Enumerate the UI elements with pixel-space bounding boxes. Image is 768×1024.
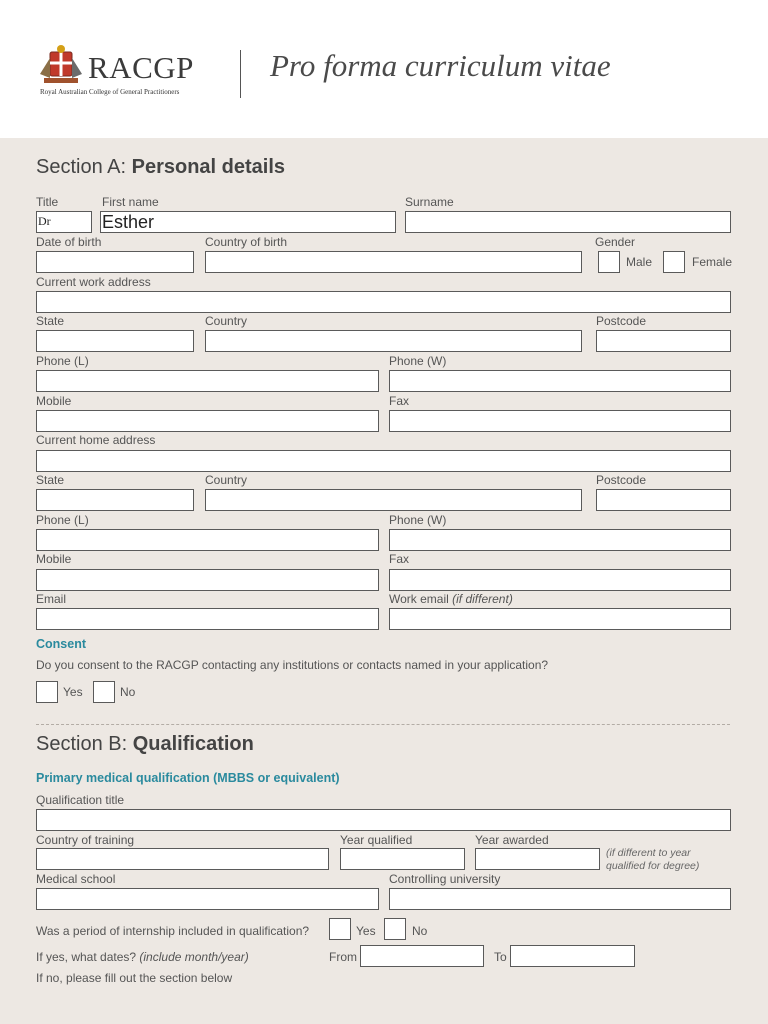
internship-dates-note: (include month/year) [139,950,249,964]
home-phone-l-label: Phone (L) [36,513,89,527]
home-address-label: Current home address [36,433,156,447]
work-country-label: Country [205,314,248,328]
country-of-birth-field[interactable] [205,251,582,273]
consent-no-checkbox[interactable] [93,681,115,703]
email-label: Email [36,592,67,606]
work-email-note: (if different) [452,592,513,606]
internship-question: Was a period of internship included in qualification? [36,924,310,938]
work-phone-w-field[interactable] [389,370,731,392]
gender-male-checkbox[interactable] [598,251,620,273]
section-b-name: Qualification [132,733,254,755]
consent-yes-checkbox[interactable] [36,681,58,703]
home-state-field[interactable] [36,489,194,511]
internship-no-label: No [412,924,428,938]
work-address-field[interactable] [36,291,731,313]
work-phone-w-label: Phone (W) [389,354,447,368]
logo-wordmark: RACGP [88,50,194,85]
year-qualified-field[interactable] [340,848,465,870]
section-a-title [36,156,285,179]
home-country-field[interactable] [205,489,582,511]
controlling-university-label: Controlling university [389,872,501,886]
consent-heading: Consent [36,637,86,651]
header-divider [240,50,241,98]
internship-to-field[interactable] [510,945,635,967]
home-phone-w-label: Phone (W) [389,513,447,527]
work-fax-field[interactable] [389,410,731,432]
consent-yes-label: Yes [63,685,83,699]
title-value: Dr [38,214,51,228]
medical-school-label: Medical school [36,872,116,886]
document-title: Pro forma curriculum vitae [270,48,611,83]
internship-yes-checkbox[interactable] [329,918,351,940]
home-postcode-field[interactable] [596,489,731,511]
first-name-value: Esther [102,212,155,232]
work-country-field[interactable] [205,330,582,352]
surname-label: Surname [405,195,454,209]
work-postcode-label: Postcode [596,314,647,328]
work-email-label [389,592,513,606]
year-awarded-field[interactable] [475,848,600,870]
first-name-field[interactable] [100,211,396,233]
home-phone-w-field[interactable] [389,529,731,551]
work-mobile-label: Mobile [36,394,72,408]
internship-dates-question-text: If yes, what dates? [36,950,140,964]
dob-field[interactable] [36,251,194,273]
section-divider [36,724,730,725]
dob-label: Date of birth [36,235,102,249]
country-of-training-field[interactable] [36,848,329,870]
work-phone-l-label: Phone (L) [36,354,89,368]
year-awarded-label: Year awarded [475,833,549,847]
qualification-title-label: Qualification title [36,793,125,807]
title-label: Title [36,195,59,209]
work-state-field[interactable] [36,330,194,352]
internship-dates-question [36,950,249,964]
consent-no-label: No [120,685,136,699]
work-email-field[interactable] [389,608,731,630]
home-phone-l-field[interactable] [36,529,379,551]
medical-school-field[interactable] [36,888,379,910]
gender-label: Gender [595,235,636,249]
gender-female-checkbox[interactable] [663,251,685,273]
consent-question: Do you consent to the RACGP contacting any institutions or contacts named in your application? [36,658,549,672]
controlling-university-field[interactable] [389,888,731,910]
qualification-title-field[interactable] [36,809,731,831]
home-fax-label: Fax [389,552,410,566]
document-header [0,0,768,138]
gender-male-label: Male [626,255,653,269]
home-address-field[interactable] [36,450,731,472]
section-b-prefix: Section B: [36,733,133,755]
home-state-label: State [36,473,65,487]
logo-subtitle: Royal Australian College of General Practitioners [40,88,180,96]
work-state-label: State [36,314,65,328]
work-fax-label: Fax [389,394,410,408]
internship-from-field[interactable] [360,945,484,967]
title-field[interactable] [36,211,92,233]
work-phone-l-field[interactable] [36,370,379,392]
college-crest-icon [38,44,84,86]
gender-female-label: Female [692,255,733,269]
work-address-label: Current work address [36,275,151,289]
internship-from-label: From [329,950,357,964]
surname-field[interactable] [405,211,731,233]
home-postcode-label: Postcode [596,473,647,487]
home-country-label: Country [205,473,248,487]
section-b-title [36,733,254,756]
country-of-training-label: Country of training [36,833,135,847]
section-a-prefix: Section A: [36,156,132,178]
year-awarded-note: (if different to year qualified for degree) [606,847,700,872]
primary-qualification-heading: Primary medical qualification (MBBS or equivalent) [36,771,340,785]
section-a-name: Personal details [131,156,286,178]
work-mobile-field[interactable] [36,410,379,432]
if-no-instruction: If no, please fill out the section below [36,971,233,985]
internship-to-label: To [494,950,507,964]
first-name-label: First name [102,195,159,209]
year-qualified-label: Year qualified [340,833,413,847]
work-email-label-text: Work email [389,592,453,606]
home-mobile-label: Mobile [36,552,72,566]
email-field[interactable] [36,608,379,630]
work-postcode-field[interactable] [596,330,731,352]
home-fax-field[interactable] [389,569,731,591]
internship-no-checkbox[interactable] [384,918,406,940]
country-of-birth-label: Country of birth [205,235,288,249]
home-mobile-field[interactable] [36,569,379,591]
internship-yes-label: Yes [356,924,376,938]
